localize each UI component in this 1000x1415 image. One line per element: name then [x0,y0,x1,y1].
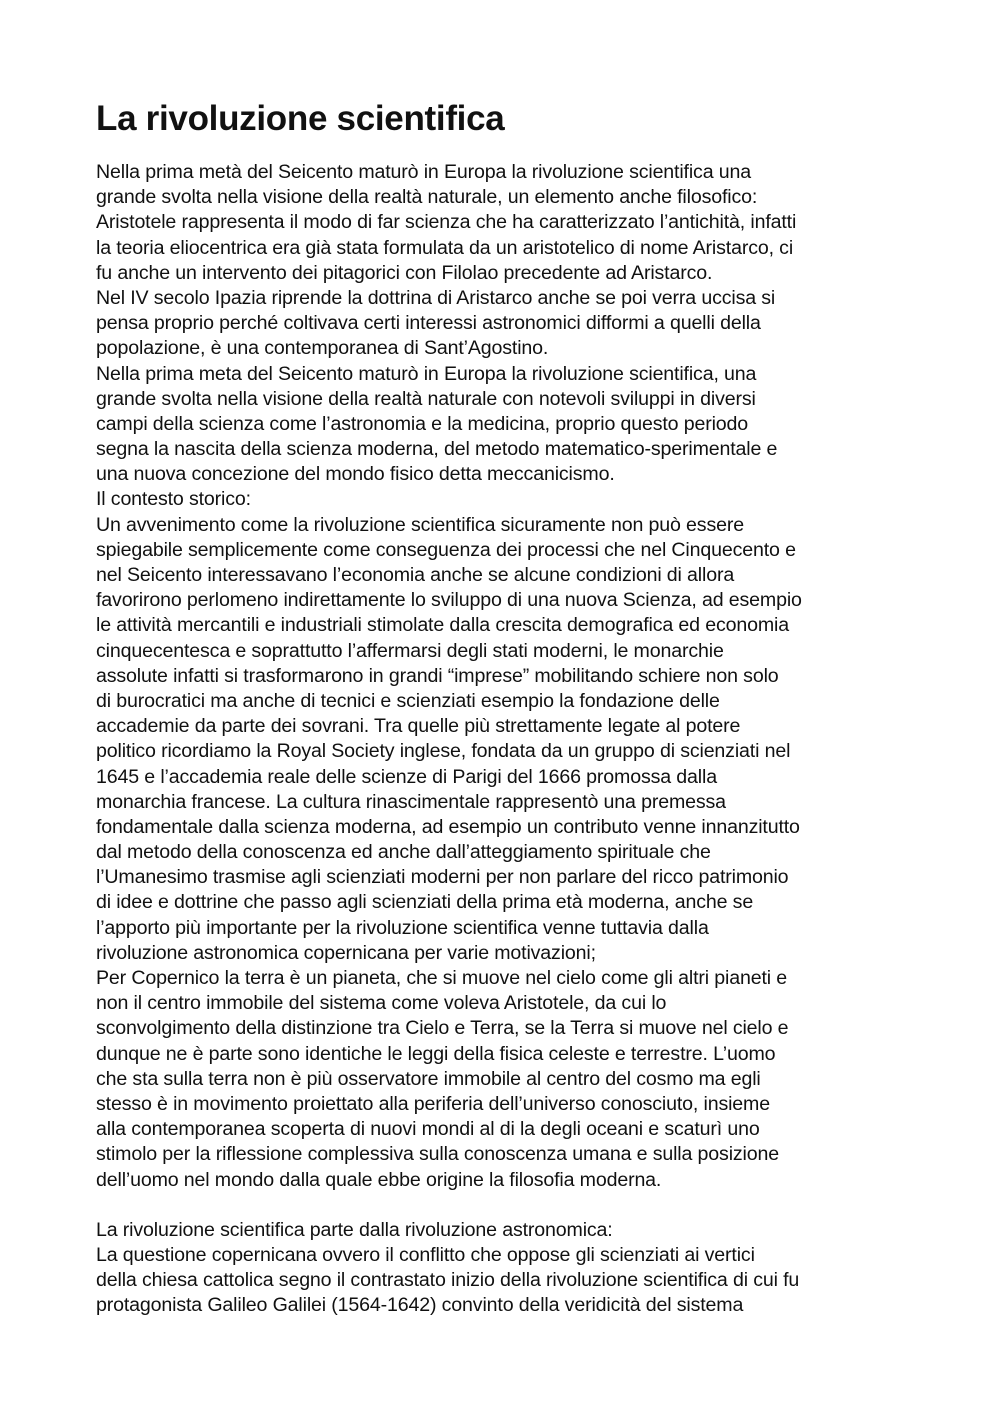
text-line: dell’uomo nel mondo dalla quale ebbe origine la filosofia moderna. [96,1168,662,1191]
text-line: le attività mercantili e industriali stimolate dalla crescita demografica ed economia [96,614,789,637]
text-line: assolute infatti si trasformarono in grandi “imprese” mobilitando schiere non solo [96,664,779,687]
text-line: l’apporto più importante per la rivoluzione scientifica venne tuttavia dalla [96,916,709,939]
text-line: politico ricordiamo la Royal Society inglese, fondata da un gruppo di scienziati nel [96,740,791,763]
text-line: rivoluzione astronomica copernicana per varie motivazioni; [96,941,596,964]
text-line: Nella prima meta del Seicento maturò in Europa la rivoluzione scientifica, una [96,362,757,385]
text-line: Nel IV secolo Ipazia riprende la dottrina di Aristarco anche se poi verra uccisa si [96,286,776,309]
text-line: Per Copernico la terra è un pianeta, che si muove nel cielo come gli altri pianeti e [96,967,787,989]
text-line: stesso è in movimento proiettato alla periferia dell’universo conosciuto, insieme [96,1092,770,1115]
text-line: Un avvenimento come la rivoluzione scientifica sicuramente non può essere [96,513,744,536]
text-line: fondamentale dalla scienza moderna, ad esempio un contributo venne innanzitutto [96,815,800,838]
text-line: grande svolta nella visione della realtà naturale, un elemento anche filosofico: [96,186,758,209]
text-line: sconvolgimento della distinzione tra Cielo e Terra, se la Terra si muove nel cielo e [96,1017,789,1040]
text-line: favorirono perlomeno indirettamente lo sviluppo di una nuova Scienza, ad esempio [96,589,802,612]
text-line: stimolo per la riflessione complessiva sulla conoscenza umana e sulla posizione [96,1143,779,1166]
text-line: Il contesto storico: [96,488,251,511]
text-line: La rivoluzione scientifica parte dalla rivoluzione astronomica: [96,1218,613,1241]
text-line: accademie da parte dei sovrani. Tra quelle più strettamente legate al potere [96,715,741,738]
text-line: l’Umanesimo trasmise agli scienziati moderni per non parlare del ricco patrimonio [96,866,789,889]
text-line: grande svolta nella visione della realtà naturale con notevoli sviluppi in diversi [96,387,756,410]
text-line: Nella prima metà del Seicento maturò in Europa la rivoluzione scientifica una [96,161,751,183]
text-line: campi della scienza come l’astronomia e la medicina, proprio questo periodo [96,412,749,435]
document-body [96,160,916,1319]
blank-line [96,1193,916,1218]
document-title: La rivoluzione scientifica [96,99,505,138]
text-line: di idee e dottrine che passo agli scienziati della prima età moderna, anche se [96,891,754,914]
text-line: dal metodo della conoscenza ed anche dall’atteggiamento spirituale che [96,841,711,864]
text-line: dunque ne è parte sono identiche le leggi della fisica celeste e terrestre. L’uomo [96,1042,776,1065]
text-line: protagonista Galileo Galilei (1564-1642) convinto della veridicità del sistema [96,1294,744,1317]
text-line: nel Seicento interessavano l’economia anche se alcune condizioni di allora [96,564,735,586]
text-line: pensa proprio perché coltivava certi interessi astronomici difformi a quelli della [96,312,761,335]
text-line: alla contemporanea scoperta di nuovi mondi al di la degli oceani e scaturì uno [96,1118,760,1141]
text-line: segna la nascita della scienza moderna, del metodo matematico-sperimentale e [96,438,778,461]
text-line: La questione copernicana ovvero il conflitto che oppose gli scienziati ai vertici [96,1244,755,1267]
text-line: di burocratici ma anche di tecnici e scienziati esempio la fondazione delle [96,689,720,712]
text-line: spiegabile semplicemente come conseguenza dei processi che nel Cinquecento e [96,538,796,561]
text-line: della chiesa cattolica segno il contrastato inizio della rivoluzione scientifica di cui fu [96,1269,800,1292]
text-line: una nuova concezione del mondo fisico detta meccanicismo. [96,463,615,486]
text-line: 1645 e l’accademia reale delle scienze di Parigi del 1666 promossa dalla [96,765,717,788]
document-page [96,98,916,1319]
text-line: popolazione, è una contemporanea di Sant’Agostino. [96,337,549,360]
text-line: fu anche un intervento dei pitagorici con Filolao precedente ad Aristarco. [96,261,713,284]
text-line: non il centro immobile del sistema come voleva Aristotele, da cui lo [96,992,667,1015]
text-line: Aristotele rappresenta il modo di far scienza che ha caratterizzato l’antichità, infatti [96,211,797,234]
text-line: cinquecentesca e soprattutto l’affermarsi degli stati moderni, le monarchie [96,639,724,662]
text-line: che sta sulla terra non è più osservatore immobile al centro del cosmo ma egli [96,1067,761,1090]
text-line: la teoria eliocentrica era già stata formulata da un aristotelico di nome Aristarco, ci [96,236,794,259]
text-line: monarchia francese. La cultura rinascimentale rappresentò una premessa [96,790,726,813]
